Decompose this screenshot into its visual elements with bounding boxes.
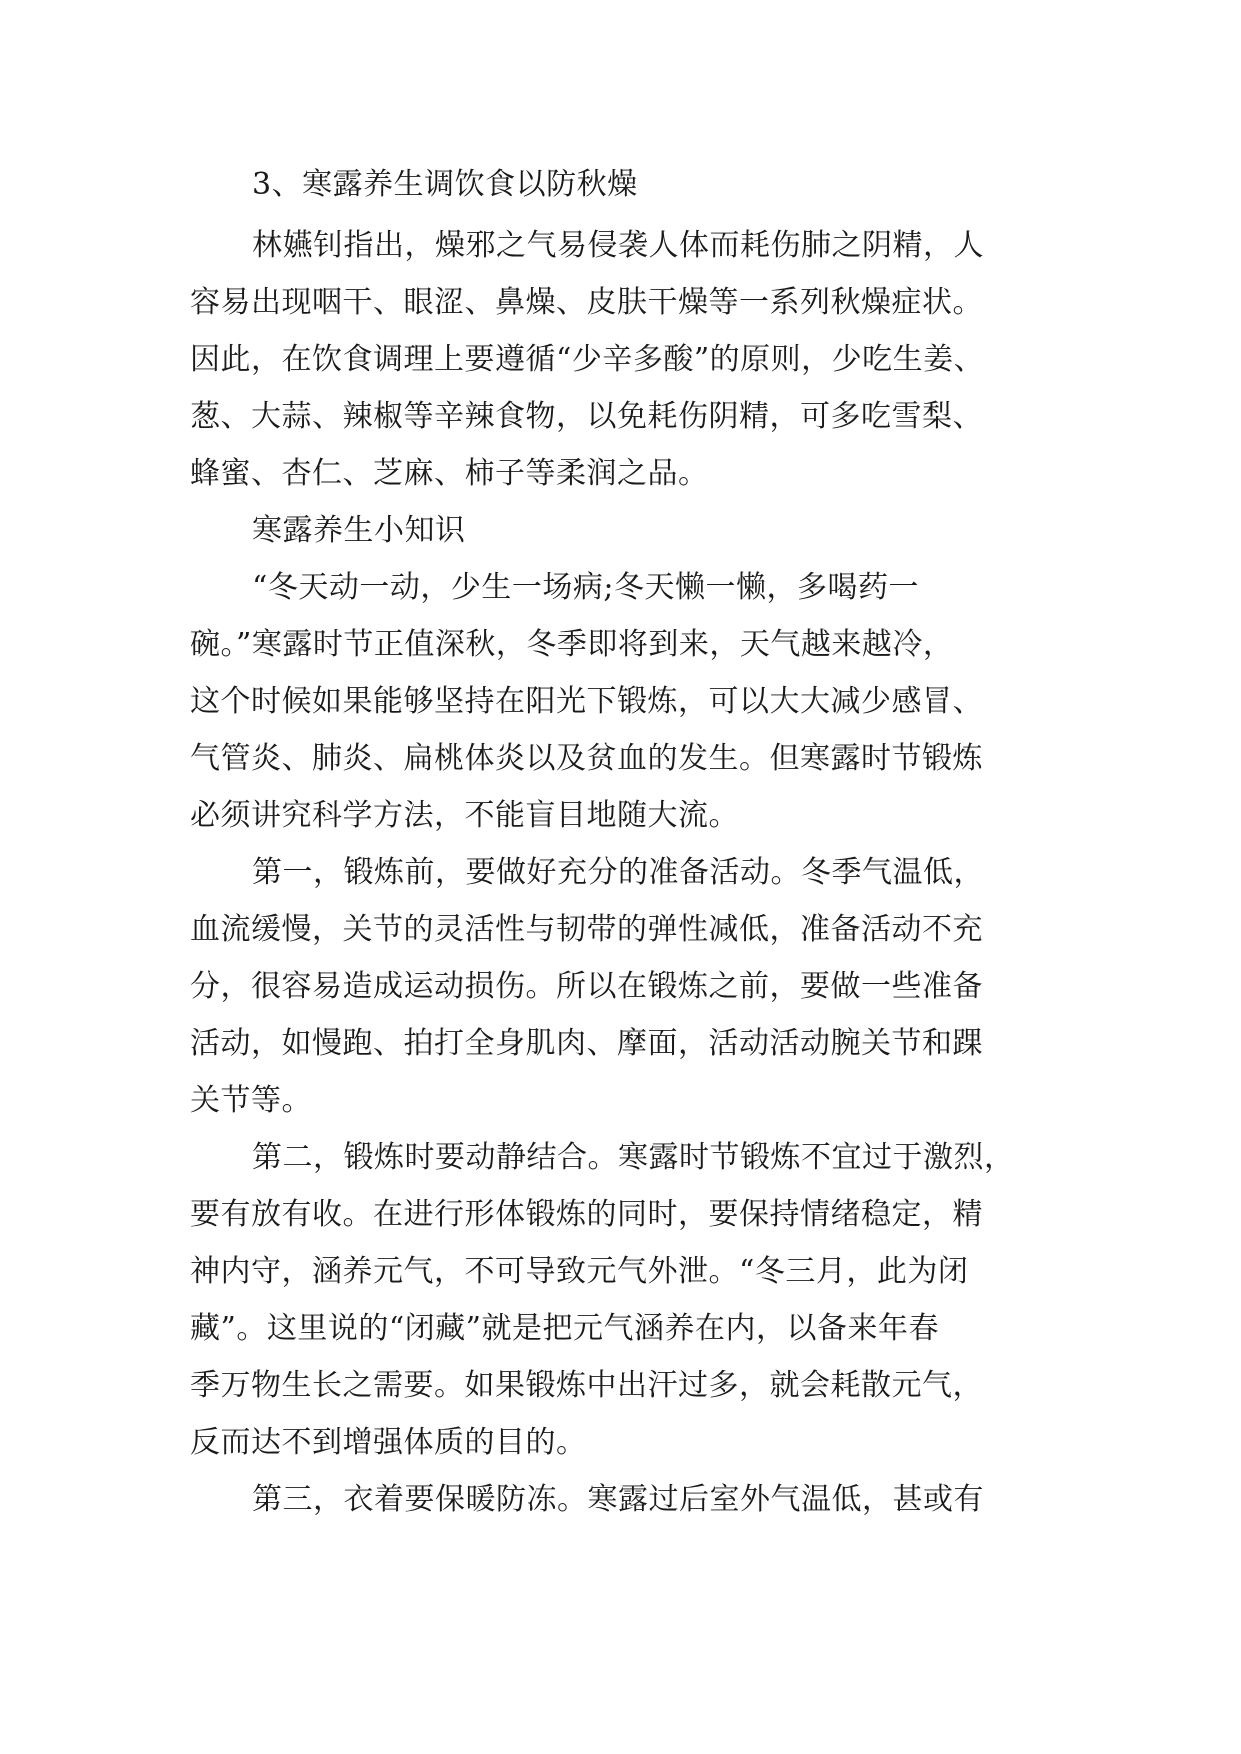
paragraph-line: 碗。”寒露时节正值深秋，冬季即将到来，天气越来越冷， xyxy=(190,627,954,662)
paragraph-line: 蜂蜜、杏仁、芝麻、柿子等柔润之品。 xyxy=(190,456,709,491)
paragraph-line: 季万物生长之需要。如果锻炼中出汗过多，就会耗散元气， xyxy=(190,1368,983,1403)
section-heading-cold-dew-diet: 3、寒露养生调饮食以防秋燥 xyxy=(252,167,638,202)
paragraph-line: 容易出现咽干、眼涩、鼻燥、皮肤干燥等一系列秋燥症状。 xyxy=(190,285,983,320)
paragraph-line: 林嬿钊指出，燥邪之气易侵袭人体而耗伤肺之阴精，人 xyxy=(252,228,984,263)
paragraph-line: 要有放有收。在进行形体锻炼的同时，要保持情绪稳定，精 xyxy=(190,1197,983,1232)
paragraph-line: 血流缓慢，关节的灵活性与韧带的弹性减低，准备活动不充 xyxy=(190,912,983,947)
paragraph-line: 反而达不到增强体质的目的。 xyxy=(190,1425,587,1460)
paragraph-line: 因此，在饮食调理上要遵循“少辛多酸”的原则，少吃生姜、 xyxy=(190,342,985,377)
paragraph-line: 第二，锻炼时要动静结合。寒露时节锻炼不宜过于激烈， xyxy=(252,1140,1015,1175)
paragraph-line: 第三，衣着要保暖防冻。寒露过后室外气温低，甚或有 xyxy=(252,1482,984,1517)
paragraph-line: 神内守，涵养元气，不可导致元气外泄。“冬三月，此为闭 xyxy=(190,1254,969,1289)
paragraph-line: “冬天动一动，少生一场病;冬天懒一懒，多喝药一 xyxy=(252,570,919,605)
paragraph-line: 关节等。 xyxy=(190,1083,312,1118)
paragraph-line: 藏”。这里说的“闭藏”就是把元气涵养在内，以备来年春 xyxy=(190,1311,940,1346)
paragraph-line: 必须讲究科学方法，不能盲目地随大流。 xyxy=(190,798,739,833)
section-heading-health-tips: 寒露养生小知识 xyxy=(252,513,466,548)
paragraph-line: 这个时候如果能够坚持在阳光下锻炼，可以大大减少感冒、 xyxy=(190,684,983,719)
paragraph-line: 葱、大蒜、辣椒等辛辣食物，以免耗伤阴精，可多吃雪梨、 xyxy=(190,399,983,434)
paragraph-line: 活动，如慢跑、拍打全身肌肉、摩面，活动活动腕关节和踝 xyxy=(190,1026,983,1061)
paragraph-line: 第一，锻炼前，要做好充分的准备活动。冬季气温低， xyxy=(252,855,984,890)
paragraph-line: 气管炎、肺炎、扁桃体炎以及贫血的发生。但寒露时节锻炼 xyxy=(190,741,983,776)
paragraph-line: 分，很容易造成运动损伤。所以在锻炼之前，要做一些准备 xyxy=(190,969,983,1004)
